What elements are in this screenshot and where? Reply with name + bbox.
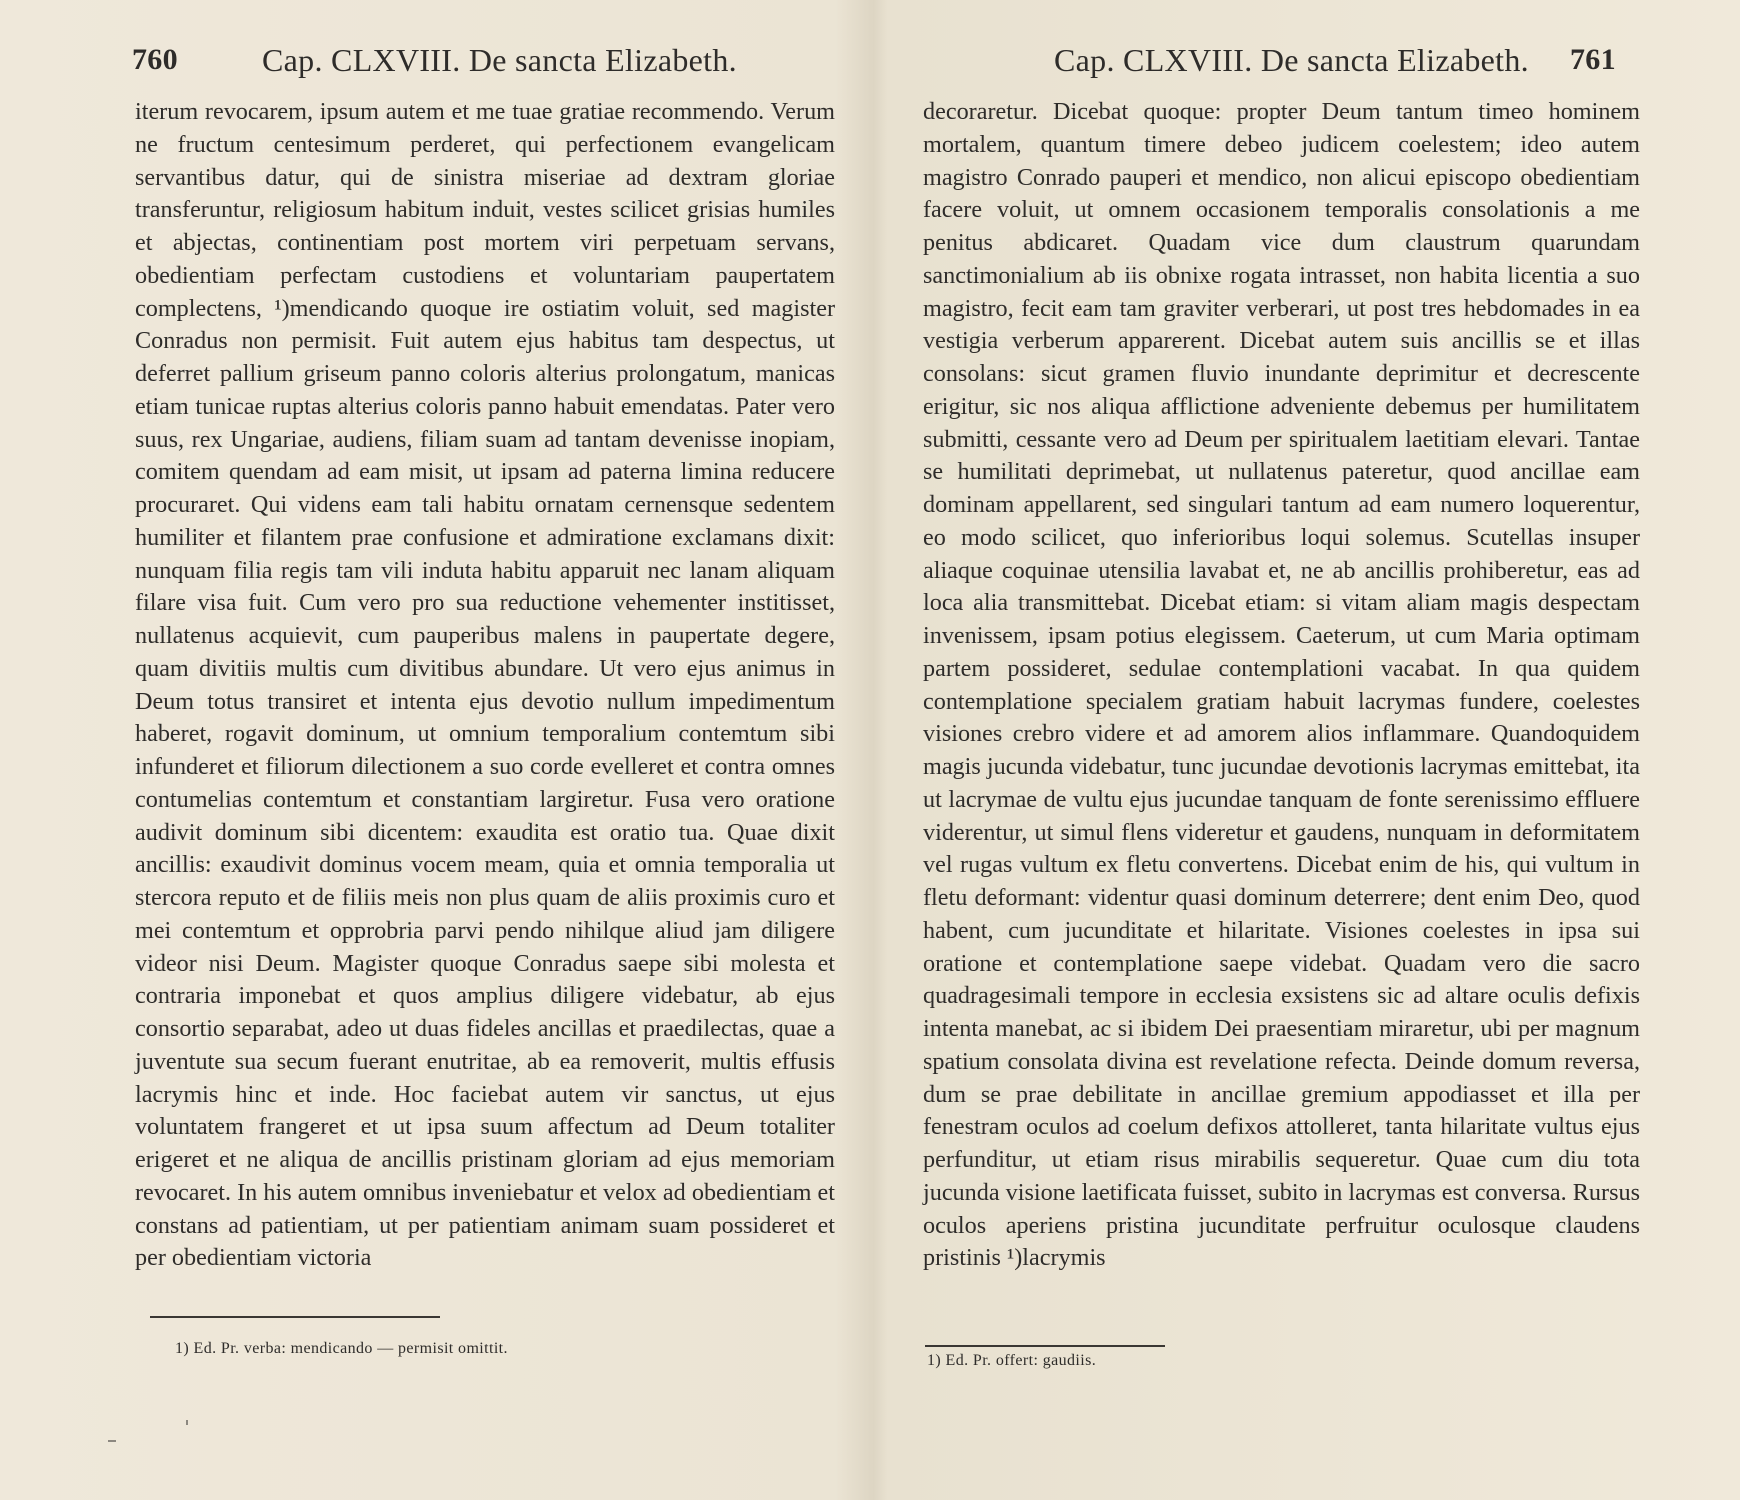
page-speck	[108, 1440, 116, 1442]
right-page	[870, 0, 1740, 1500]
right-page-number: 761	[1570, 43, 1616, 76]
left-body-text: iterum revocarem, ipsum autem et me tuae gratiae recommendo. Verum ne fructum centesimum perderet, qui perfectionem evangelicam servantibus datur, qui de sinistra miseriae ad dextram gloriae transferuntur, religiosum habitum induit, vestes scilicet grisias humiles et abjectas, continentiam post mortem viri perpetuam servans, obedientiam perfectam custodiens et voluntariam paupertatem complectens, ¹)mendicando quoque ire ostiatim voluit, sed magister Conradus non permisit. Fuit autem ejus habitus tam despectus, ut deferret pallium griseum panno coloris alterius prolongatum, manicas etiam tunicae ruptas alterius coloris panno habuit emendatas. Pater vero suus, rex Ungariae, audiens, filiam suam ad tantam devenisse inopiam, comitem quendam ad eam misit, ut ipsam ad paterna limina reducere procuraret. Qui videns eam tali habitu ornatam cernensque sedentem humiliter et filantem prae confusione et admiratione exclamans dixit: nunquam filia regis tam vili induta habitu apparuit nec lanam aliquam filare visa fuit. Cum vero pro sua reductione vehementer institisset, nullatenus acquievit, cum pauperibus malens in paupertate degere, quam divitiis multis cum divitibus abundare. Ut vero ejus animus in Deum totus transiret et intenta ejus devotio nullum impedimentum haberet, rogavit dominum, ut omnium temporalium contemtum sibi infunderet et filiorum dilectionem a suo corde evelleret et contra omnes contumelias contemtum et constantiam largiretur. Fusa vero oratione audivit dominum sibi dicentem: exaudita est oratio tua. Quae dixit ancillis: exaudivit dominus vocem meam, quia et omnia temporalia ut stercora reputo et de filiis meis non plus quam de aliis proximis curo et mei contemtum et opprobria parvi pendo nihilque aliud jam diligere videor nisi Deum. Magister quoque Conradus saepe sibi molesta et contraria imponebat et quos amplius diligere videbatur, ab ejus consortio separabat, adeo ut duas fideles ancillas et praedilectas, quae a juventute sua secum fuerant enutritae, ab ea removerit, multis effusis lacrymis hinc et inde. Hoc faciebat autem vir sanctus, ut ejus voluntatem frangeret et ut ipsa suum affectum ad Deum totaliter erigeret et ne aliqua de ancillis pristinam gloriam ad ejus memoriam revocaret. In his autem omnibus inveniebatur et velox ad obedientiam et constans ad patientiam, ut per patientiam animam suam possideret et per obedientiam victoria	[135, 98, 835, 1272]
right-footnote-rule	[925, 1345, 1165, 1347]
left-running-title: Cap. CLXVIII. De sancta Elizabeth.	[262, 42, 737, 78]
right-body-text: decoraretur. Dicebat quoque: propter Deum tantum timeo hominem mortalem, quantum timere debeo judicem coelestem; ideo autem magistro Conrado pauperi et mendico, non alicui episcopo obedientiam facere voluit, ut omnem occasionem temporalis consolationis a me penitus abdicaret. Quadam vice dum claustrum quarundam sanctimonialium ab iis obnixe rogata intrasset, non habita licentia a suo magistro, fecit eam tam graviter verberari, ut post tres hebdomades in ea vestigia verberum apparerent. Dicebat autem suis ancillis se et illas consolans: sicut gramen fluvio inundante deprimitur et decrescente erigitur, sic nos aliqua afflictione adveniente debemus per humilitatem submitti, cessante vero ad Deum per spiritualem laetitiam elevari. Tantae se humilitati deprimebat, ut nullatenus pateretur, quod ancillae eam dominam appellarent, sed singulari tantum ad eam numero loquerentur, eo modo scilicet, quo inferioribus loqui solemus. Scutellas insuper aliaque coquinae utensilia lavabat et, ne ab ancillis prohiberetur, eas ad loca alia transmittebat. Dicebat etiam: si vitam aliam magis despectam invenissem, ipsam potius elegissem. Caeterum, ut cum Maria optimam partem possideret, sedulae contemplationi vacabat. In qua quidem contemplatione specialem gratiam habuit lacrymas fundere, coelestes visiones crebro videre et ad amorem alios inflammare. Quandoquidem magis jucunda videbatur, tunc jucundae devotionis lacrymas emittebat, ita ut lacrymae de vultu ejus jucundae tanquam de fonte serenissimo effluere viderentur, ut simul flens videretur et gaudens, nunquam in deformitatem vel rugas vultum ex fletu convertens. Dicebat enim de his, qui vultum in fletu deformant: videntur quasi dominum deterrere; dent enim Deo, quod habent, cum jucunditate et hilaritate. Visiones coelestes in ipsa sui oratione et contemplatione saepe videbat. Quadam vero die sacro quadragesimali tempore in ecclesia exsistens sic ad altare oculis defixis intenta manebat, ac si ibidem Dei praesentiam miraretur, ubi per magnum spatium consolata divina est revelatione refecta. Deinde domum reversa, dum se prae debilitate in ancillae gremium appodiasset et illa per fenestram oculos ad coelum defixos attolleret, tanta hilaritate vultus ejus perfunditur, ut etiam risus mirabilis sequeretur. Quae cum diu tota jucunda visione laetificata fuisset, subito in lacrymas est conversa. Rursus oculos aperiens pristina jucunditate perfruitur oculosque claudens pristinis ¹)lacrymis	[923, 98, 1640, 1272]
right-page-body	[923, 96, 1640, 1275]
right-footnote: 1) Ed. Pr. offert: gaudiis.	[927, 1352, 1097, 1369]
right-running-title: Cap. CLXVIII. De sancta Elizabeth.	[1054, 42, 1529, 78]
left-page-body	[135, 96, 835, 1275]
left-footnote-rule	[150, 1316, 440, 1318]
left-footnote: 1) Ed. Pr. verba: mendicando — permisit omittit.	[175, 1340, 508, 1357]
left-page-number: 760	[132, 43, 178, 76]
page-speck	[186, 1420, 188, 1425]
